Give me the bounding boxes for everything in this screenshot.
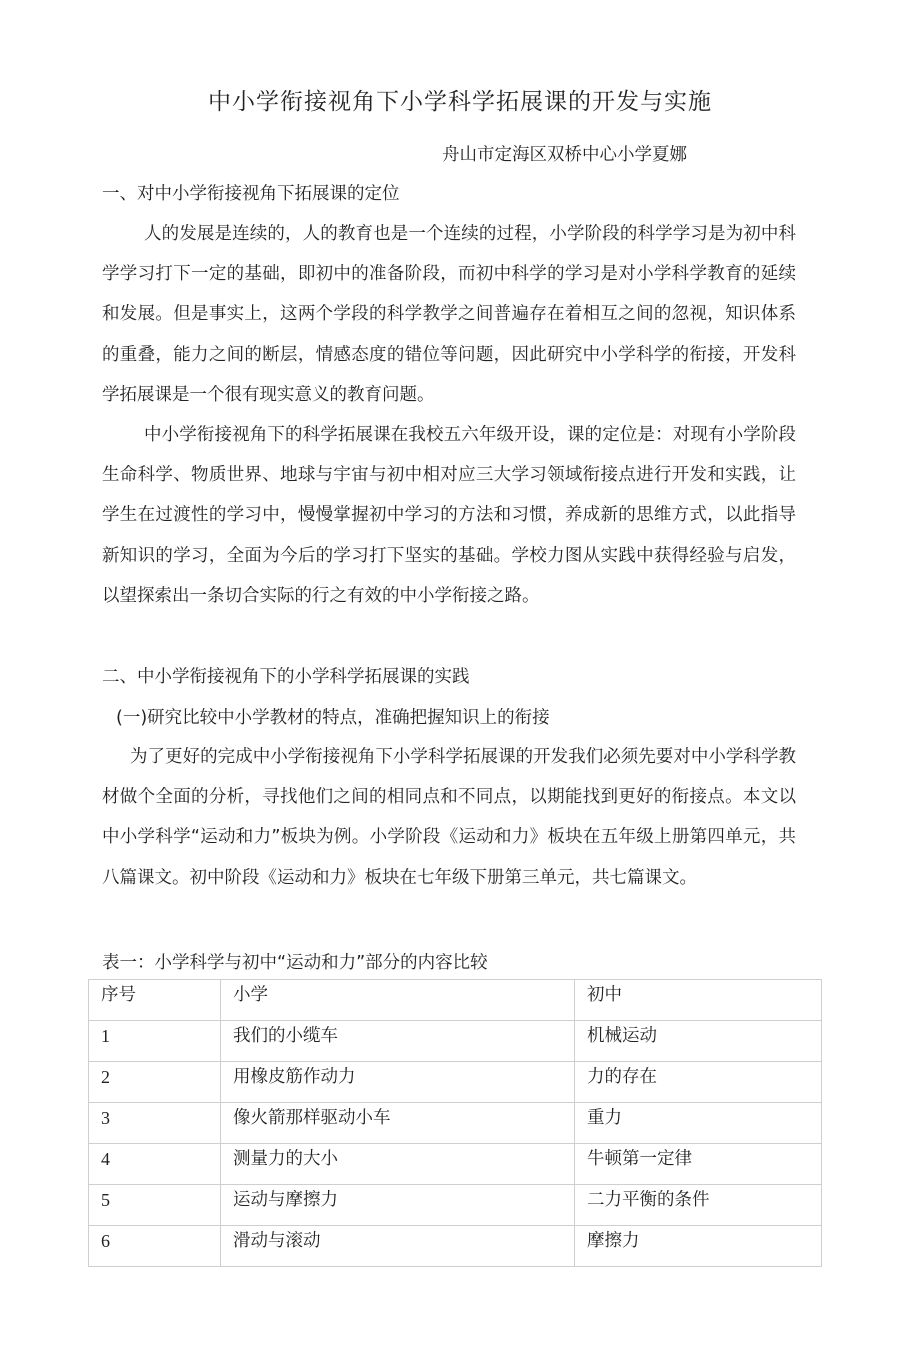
row-index: 5 (89, 1185, 221, 1226)
row-junior: 摩擦力 (575, 1226, 822, 1267)
paragraph-3: 为了更好的完成中小学衔接视角下小学科学拓展课的开发我们必须先要对中小学科学教材做个全面的分析，寻找他们之间的相同点和不同点，以期能找到更好的衔接点。本文以中小学科学“运动和力”板块为例。小学阶段《运动和力》板块在五年级上册第四单元，共八篇课文。初中阶段《运动和力》板块在七年级下册第三单元，共七篇课文。 (102, 747, 796, 888)
document-title: 中小学衔接视角下小学科学拓展课的开发与实施 (208, 89, 712, 115)
header-junior: 初中 (575, 980, 822, 1021)
paragraph-2: 中小学衔接视角下的科学拓展课在我校五六年级开设，课的定位是：对现有小学阶段生命科学、物质世界、地球与宇宙与初中相对应三大学习领域衔接点进行开发和实践，让学生在过渡性的学习中，慢慢掌握初中学习的方法和习惯，养成新的思维方式，以此指导新知识的学习，全面为今后的学习打下坚实的基础。学校力图从实践中获得经验与启发，以望探索出一条切合实际的行之有效的中小学衔接之路。 (102, 425, 796, 606)
row-primary: 滑动与滚动 (221, 1226, 575, 1267)
header-index: 序号 (89, 980, 221, 1021)
row-junior: 二力平衡的条件 (575, 1185, 822, 1226)
table-header-row (89, 980, 822, 1021)
header-primary: 小学 (221, 980, 575, 1021)
subsection-1-heading: (一)研究比较中小学教材的特点，准确把握知识上的衔接 (116, 708, 550, 728)
row-primary: 测量力的大小 (221, 1144, 575, 1185)
table-row (89, 1226, 822, 1267)
row-primary: 我们的小缆车 (221, 1021, 575, 1062)
table-row (89, 1144, 822, 1185)
section-2-heading: 二、中小学衔接视角下的小学科学拓展课的实践 (102, 667, 470, 687)
row-primary: 运动与摩擦力 (221, 1185, 575, 1226)
row-index: 6 (89, 1226, 221, 1267)
row-junior: 力的存在 (575, 1062, 822, 1103)
row-index: 3 (89, 1103, 221, 1144)
table-caption: 表一：小学科学与初中“运动和力”部分的内容比较 (102, 953, 488, 973)
row-index: 2 (89, 1062, 221, 1103)
table-row (89, 1062, 822, 1103)
table-row (89, 1185, 822, 1226)
paragraph-1: 人的发展是连续的，人的教育也是一个连续的过程，小学阶段的科学学习是为初中科学学习打下一定的基础，即初中的准备阶段，而初中科学的学习是对小学科学教育的延续和发展。但是事实上，这两个学段的科学教学之间普遍存在着相互之间的忽视，知识体系的重叠，能力之间的断层，情感态度的错位等问题，因此研究中小学科学的衔接，开发科学拓展课是一个很有现实意义的教育问题。 (102, 224, 796, 405)
row-primary: 用橡皮筋作动力 (221, 1062, 575, 1103)
row-index: 1 (89, 1021, 221, 1062)
row-junior: 牛顿第一定律 (575, 1144, 822, 1185)
table-row (89, 1021, 822, 1062)
row-primary: 像火箭那样驱动小车 (221, 1103, 575, 1144)
table-row (89, 1103, 822, 1144)
row-index: 4 (89, 1144, 221, 1185)
row-junior: 重力 (575, 1103, 822, 1144)
row-junior: 机械运动 (575, 1021, 822, 1062)
author-line: 舟山市定海区双桥中心小学夏娜 (442, 145, 687, 165)
comparison-table (88, 979, 822, 1267)
section-1-heading: 一、对中小学衔接视角下拓展课的定位 (102, 184, 400, 204)
